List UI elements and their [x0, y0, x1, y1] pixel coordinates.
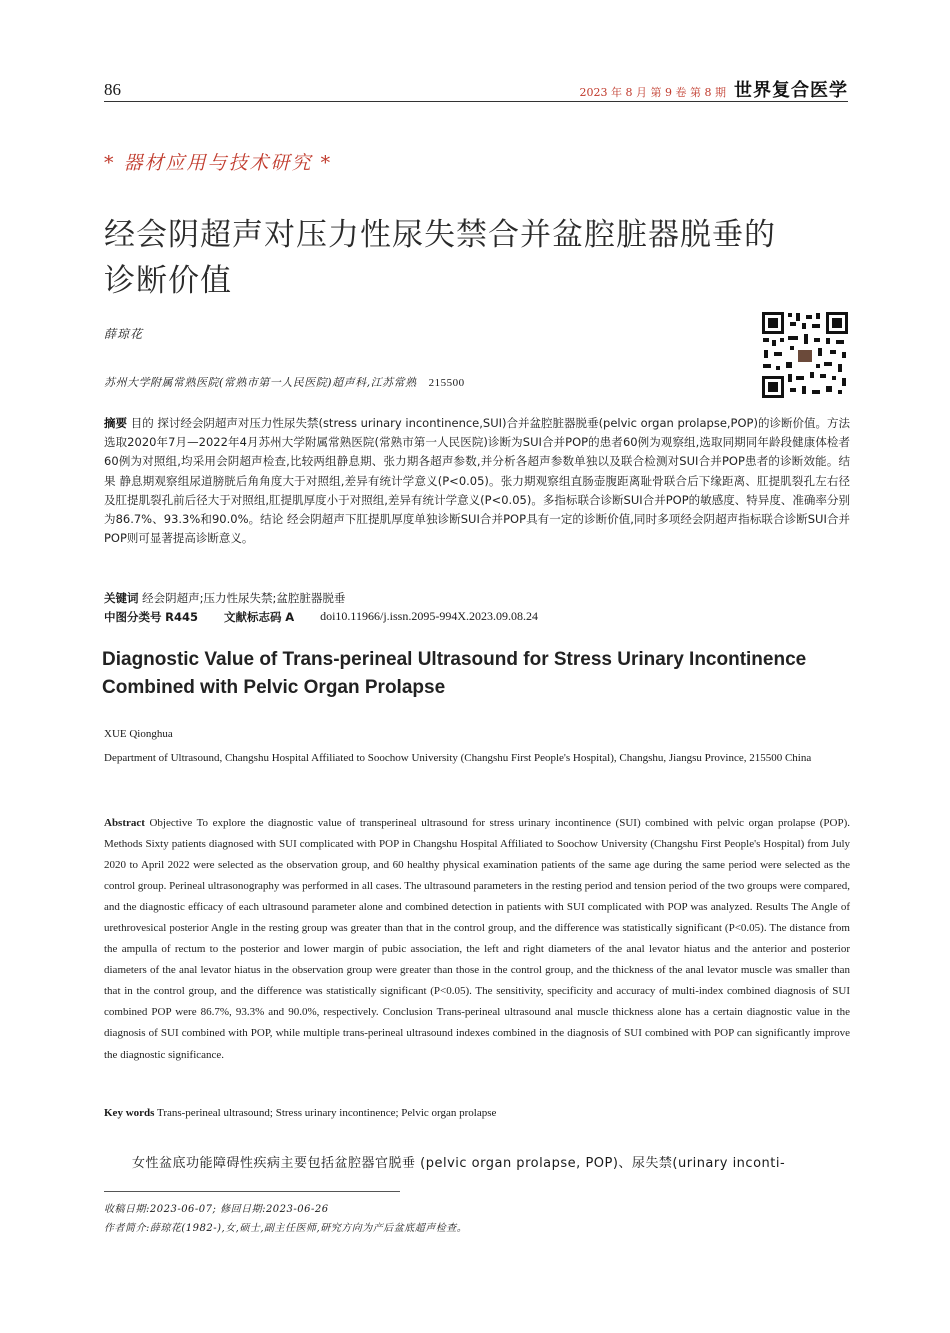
doc-code-value: A	[285, 610, 295, 624]
keywords-cn	[104, 590, 345, 606]
clc-value: R445	[165, 610, 199, 624]
issue-info: 2023 年 8 月 第 9 卷 第 8 期	[579, 86, 726, 99]
page-number: 86	[104, 80, 121, 99]
footnote-divider	[104, 1191, 400, 1192]
author-cn: 薛琼花	[104, 327, 144, 341]
column-heading: * 器材应用与技术研究 *	[104, 152, 333, 174]
classification-row	[104, 609, 538, 625]
keywords-en-label: Key words	[104, 1107, 155, 1119]
affiliation-cn-text: 苏州大学附属常熟医院(常熟市第一人民医院)超声科,江苏常熟	[104, 376, 417, 389]
qr-code-icon	[760, 310, 850, 400]
keywords-cn-text: 经会阴超声;压力性尿失禁;盆腔脏器脱垂	[142, 591, 346, 605]
affiliation-zip: 215500	[428, 377, 465, 389]
doc-code-label: 文献标志码	[224, 610, 282, 624]
keywords-cn-label: 关键词	[104, 591, 139, 605]
journal-header	[580, 76, 848, 102]
affiliation-cn	[104, 374, 465, 390]
journal-name: 世界复合医学	[734, 80, 848, 101]
keywords-en-text: Trans-perineal ultrasound; Stress urinary incontinence; Pelvic organ prolapse	[156, 1107, 497, 1119]
article-title-cn: 经会阴超声对压力性尿失禁合并盆腔脏器脱垂的诊断价值	[104, 217, 776, 299]
abstract-cn	[104, 414, 850, 548]
affiliation-en: Department of Ultrasound, Changshu Hospital Affiliated to Soochow University (Changshu First People's Hospital), Changshu, Jiangsu Province, 215500 China	[104, 752, 812, 764]
abstract-en-label: Abstract	[104, 817, 145, 829]
keywords-en	[104, 1107, 496, 1119]
header-divider	[104, 101, 848, 102]
footnote-author-bio: 作者简介:薛琼花(1982-),女,硕士,副主任医师,研究方向为产后盆底超声检查。	[104, 1223, 468, 1234]
abstract-en	[104, 813, 850, 1066]
abstract-en-text: Objective To explore the diagnostic value of transperineal ultrasound for stress urinary incontinence (SUI) combined with pelvic organ prolapse (POP). Methods Sixty patients diagnosed with SUI complicated with POP in Changshu Hospital Affiliated to Soochow University (Changshu First People's Hospital) from July 2020 to April 2022 were selected as the observation group, and 60 healthy physical examination patients of the same age during the same period were selected as the control group. Perineal ultrasonography was performed in all cases. The ultrasound parameters in the resting period and tension period of the two groups were compared, and the diagnostic efficacy of each ultrasound parameter alone and combined detection in patients with SUI complicated with POP was analyzed. Results The Angle of urethrovesical posterior Angle in the resting group was greater than that in the control group, and the difference was statistically significant (P<0.05). The distance from the ampulla of rectum to the posterior and lower margin of pubic association, the left and right diameters of the anal levator hiatus and the anterior and posterior diameters of the anal levator hiatus in the observation group were greater than those in the control group, and the thickness of the anal levator muscle was smaller than that in the control group, and the difference was statistically significant (P<0.05). The sensitivity, specificity and accuracy of multi-index combined diagnosis of SUI combined POP were 86.7%, 93.3% and 90.0%, respectively. Conclusion Trans-perineal ultrasound anal muscle thickness alone has a certain diagnostic value in the diagnosis of SUI combined with POP, while multiple trans-perineal ultrasound indexes combined in the diagnosis of SUI combined with POP can significantly improve the diagnostic significance.	[104, 817, 851, 1061]
author-en: XUE Qionghua	[104, 728, 173, 740]
footnote-dates: 收稿日期:2023-06-07; 修回日期:2023-06-26	[104, 1204, 329, 1215]
clc-label: 中图分类号	[104, 610, 162, 624]
doi[interactable]: doi10.11966/j.issn.2095-994X.2023.09.08.24	[320, 609, 538, 623]
article-title-en: Diagnostic Value of Trans-perineal Ultrasound for Stress Urinary Incontinence Combined with Pelvic Organ Prolapse	[102, 649, 807, 698]
body-paragraph: 女性盆底功能障碍性疾病主要包括盆腔器官脱垂 (pelvic organ prolapse, POP)、尿失禁(urinary inconti-	[132, 1156, 786, 1171]
abstract-cn-text: 目的 探讨经会阴超声对压力性尿失禁(stress urinary incontinence,SUI)合并盆腔脏器脱垂(pelvic organ prolapse,POP)的诊断价值。方法 选取2020年7月—2022年4月苏州大学附属常熟医院(常熟市第一人民医院)诊断为SUI合并POP的患者60例为观察组,选取同期同年龄段健康体检者60例为对照组,均采用会阴超声检查,比较两组静息期、张力期各超声参数,并分析各超声参数单独以及联合检测对SUI合并POP患者的诊断效能。结果 静息期观察组尿道膀胱后角角度大于对照组,差异有统计学意义(P<0.05)。张力期观察组直肠壶腹距离耻骨联合后下缘距离、肛提肌裂孔左右径及肛提肌裂孔前后径大于对照组,肛提肌厚度小于对照组,差异有统计学意义(P<0.05)。多指标联合诊断SUI合并POP的敏感度、特异度、准确率分别为86.7%、93.3%和90.0%。结论 经会阴超声下肛提肌厚度单独诊断SUI合并POP具有一定的诊断价值,同时多项经会阴超声指标联合诊断SUI合并POP则可显著提高诊断意义。	[104, 416, 851, 546]
abstract-cn-label: 摘要	[104, 416, 128, 430]
